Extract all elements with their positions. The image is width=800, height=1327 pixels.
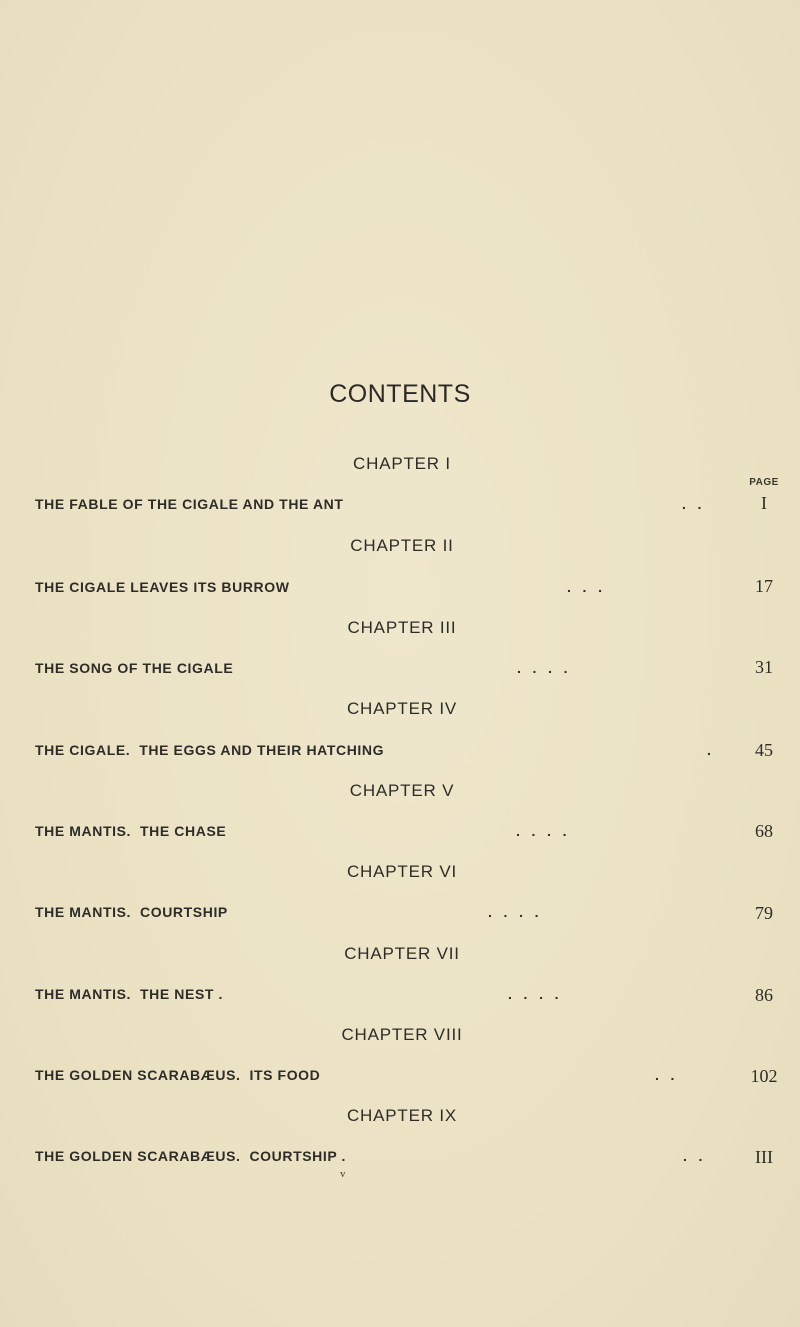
folio-number: v (340, 1168, 346, 1180)
chapter-heading: CHAPTER V (349, 781, 455, 800)
page-number: 31 (755, 657, 773, 677)
page-number: I (761, 493, 767, 513)
entry-title: THE CIGALE LEAVES ITS BURROW (35, 579, 290, 595)
chapter-heading: CHAPTER I (353, 454, 451, 473)
dot-leader: . . . . (508, 986, 559, 1002)
page-number: 45 (755, 740, 773, 760)
dot-leader: . . . . (516, 823, 567, 839)
page-title: CONTENTS (329, 380, 471, 408)
page-number: 68 (755, 821, 773, 841)
entry-title: THE SONG OF THE CIGALE (35, 660, 234, 676)
entry-title: THE GOLDEN SCARABÆUS. COURTSHIP . (35, 1148, 347, 1164)
entry-title: THE GOLDEN SCARABÆUS. ITS FOOD (35, 1067, 321, 1083)
chapter-heading: CHAPTER II (350, 536, 454, 555)
chapter-heading: CHAPTER IX (346, 1106, 458, 1125)
chapter-heading: CHAPTER VII (344, 944, 460, 963)
entry-title: THE MANTIS. THE NEST . (35, 986, 224, 1002)
dot-leader: . . (655, 1067, 675, 1083)
dot-leader: . . . . (488, 904, 539, 920)
entry-title: THE FABLE OF THE CIGALE AND THE ANT (35, 496, 344, 512)
dot-leader: . . . (567, 579, 603, 595)
chapter-heading: CHAPTER VIII (341, 1025, 463, 1044)
page-number: 79 (755, 903, 773, 923)
page-number: 86 (755, 985, 773, 1005)
page-number: 17 (755, 576, 773, 596)
entry-title: THE CIGALE. THE EGGS AND THEIR HATCHING (35, 742, 385, 758)
dot-leader: . . (682, 496, 702, 512)
chapter-heading: CHAPTER III (347, 618, 457, 637)
page-number: III (755, 1147, 773, 1167)
entry-title: THE MANTIS. COURTSHIP (35, 904, 228, 920)
dot-leader: . . . . (517, 660, 568, 676)
page-column-header: PAGE (749, 477, 779, 488)
chapter-heading: CHAPTER VI (346, 862, 458, 881)
dot-leader: . . (683, 1148, 703, 1164)
page-number: 102 (750, 1066, 778, 1086)
entry-title: THE MANTIS. THE CHASE (35, 823, 227, 839)
dot-leader: . (707, 742, 711, 758)
chapter-heading: CHAPTER IV (346, 699, 458, 718)
